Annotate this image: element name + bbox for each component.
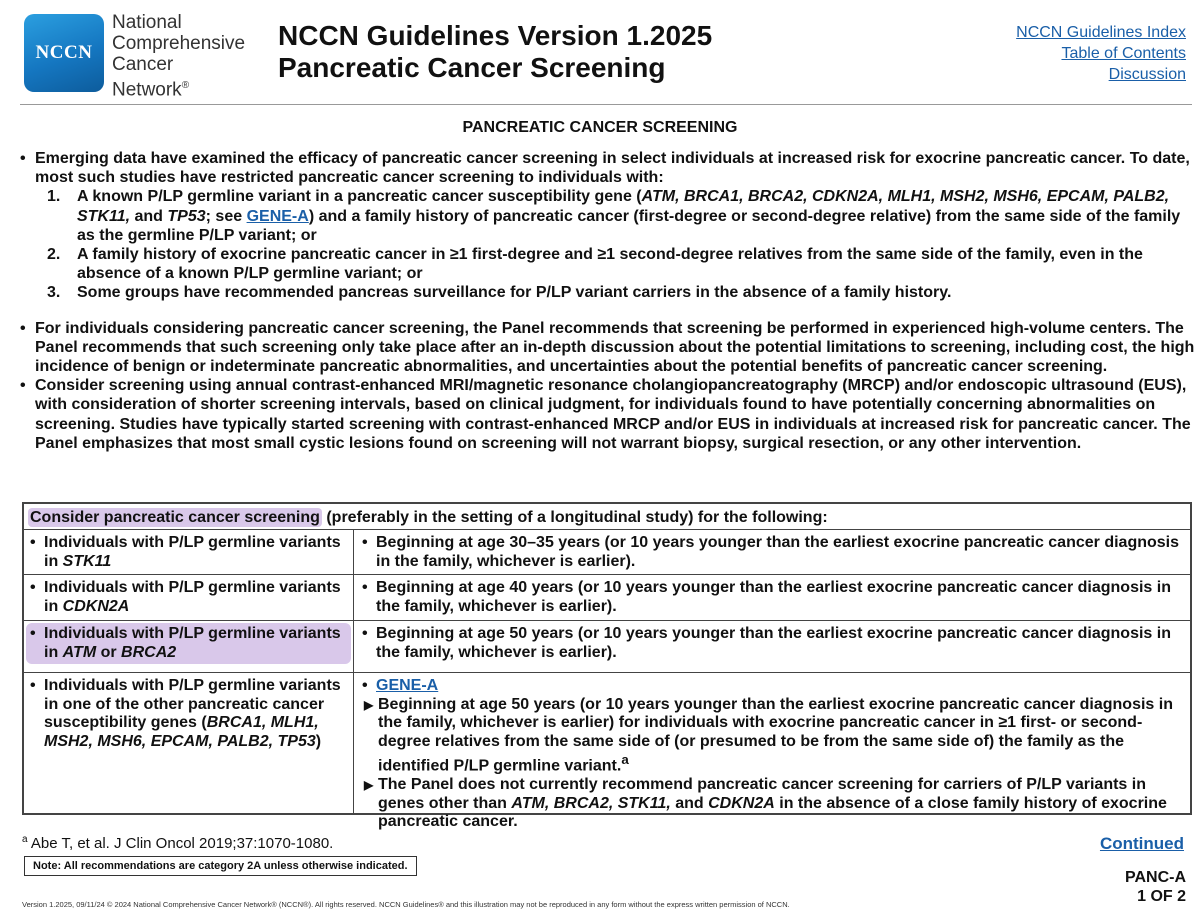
list-item: [35, 245, 1198, 283]
cell-text: Individuals with P/LP germline variants in one of the other pancreatic cancer susceptibility genes (: [44, 677, 341, 732]
bullet-text: For individuals considering pancreatic cancer screening, the Panel recommends that screening be performed in experienced high-volume centers. The Panel recommends that such screening only take place after an in-depth discussion about the potential limitations to screening, including cost, the high incidence of benign or indeterminate pancreatic abnormalities, and uncertainties about the potential benefits of pancreatic cancer screening.: [35, 319, 1195, 376]
document-title: [278, 20, 712, 84]
recommendation-cell: [354, 673, 1190, 831]
table-row: [24, 673, 1190, 831]
item-text: ) and a family history of pancreatic cancer (first-degree or second-degree relative) from the same side of the family as the germline P/LP variant; or: [77, 207, 1181, 244]
population-cell: [24, 621, 354, 672]
arrow-right-icon: ▶: [364, 697, 374, 712]
cell-text: ): [315, 732, 322, 750]
cell-text: Beginning at age 50 years (or 10 years younger than the earliest exocrine pancreatic cancer diagnosis in the family, whichever is earlier) for individuals with exocrine pancreatic cancer in ≥1 first- or second-degree relatives from the same side of (or presumed to be from the same side of) the family as the identified P/LP germline variant.: [378, 695, 1173, 775]
table-row: [24, 575, 1190, 621]
footnote-marker: a: [22, 834, 28, 845]
footnote-text: Abe T, et al. J Clin Oncol 2019;37:1070-1080.: [27, 835, 334, 852]
org-line: Network: [112, 79, 182, 101]
recommendation-cell: [354, 575, 1190, 620]
bullet-icon: •: [20, 377, 26, 395]
bullet-icon: •: [30, 579, 36, 596]
bullet-icon: •: [20, 150, 26, 167]
copyright-text: Version 1.2025, 09/11/24 © 2024 National Comprehensive Cancer Network® (NCCN®). All rights reserved. NCCN Guidelines® and this illustration may not be reproduced in any form without the express written permission of NCCN.: [22, 900, 790, 909]
gene-a-link[interactable]: GENE-A: [246, 207, 309, 225]
intro-content: [20, 149, 1198, 453]
table-of-contents-link[interactable]: Table of Contents: [1061, 45, 1186, 62]
cell-text: Individuals with P/LP germline variants in: [44, 625, 341, 661]
cell-text: The Panel does not currently recommend pancreatic cancer screening for carriers of P/LP variants in genes other than: [378, 776, 1146, 812]
gene-names: ATM, BRCA2, STK11,: [511, 794, 671, 812]
org-line: National: [112, 12, 182, 33]
sub-bullet: [362, 696, 1182, 777]
screening-table: [22, 502, 1192, 831]
header-text: (preferably in the setting of a longitudinal study) for the following:: [321, 509, 828, 526]
top-links: [1016, 22, 1186, 85]
population-cell: [24, 530, 354, 574]
item-text: A known P/LP germline variant in a pancreatic cancer susceptibility gene (: [77, 188, 642, 206]
population-cell: [24, 575, 354, 620]
cell-text: in the absence of a close family history of exocrine pancreatic cancer.: [378, 794, 1167, 831]
page-code: PANC-A: [1124, 869, 1186, 886]
intro-bullet: [20, 376, 1198, 453]
gene-name: STK11: [62, 552, 112, 570]
registered-mark: ®: [181, 80, 190, 91]
intro-bullet: [20, 319, 1198, 377]
table-header: [24, 504, 1190, 530]
continued-link[interactable]: Continued: [1099, 834, 1184, 853]
item-number: 3.: [47, 284, 61, 302]
discussion-link[interactable]: Discussion: [1108, 66, 1186, 83]
org-name: [112, 12, 245, 100]
highlighted-header: Consider pancreatic cancer screening: [30, 509, 320, 526]
intro-bullet: [20, 149, 1198, 303]
bullet-icon: •: [30, 534, 36, 551]
footnote: [22, 834, 333, 852]
list-item: [35, 187, 1198, 245]
title-topic: Pancreatic Cancer Screening: [278, 52, 666, 83]
category-note: Note: All recommendations are category 2A unless otherwise indicated.: [24, 856, 417, 876]
header-divider: [20, 104, 1192, 105]
gene-names: ATM, BRCA1, BRCA2, CDKN2A, MLH1, MSH2, MSH6, EPCAM, PALB2, STK11,: [77, 188, 1170, 225]
gene-names: BRCA1, MLH1, MSH2, MSH6, EPCAM, PALB2, TP53: [44, 714, 319, 750]
bullet-icon: •: [362, 625, 368, 642]
table-row: [24, 621, 1190, 673]
criteria-list: [35, 187, 1198, 302]
org-line: Comprehensive: [112, 33, 246, 54]
bullet-icon: •: [362, 534, 368, 551]
cell-text: and: [670, 794, 709, 812]
bullet-text: Consider screening using annual contrast-enhanced MRI/magnetic resonance cholangiopancreatography (MRCP) and/or endoscopic ultrasound (EUS), with consideration of shorter screening intervals, based on clinical judgment, for individuals found to have potentially concerning abnormalities on screening. Studies have typically started screening with contrast-enhanced MRCP and/or EUS in individuals at increased risk for pancreatic cancer. The Panel emphasizes that most small cystic lesions found on screening will not warrant biopsy, surgical resection, or any other intervention.: [35, 377, 1191, 452]
item-number: 1.: [47, 188, 61, 206]
recommendation-cell: [354, 530, 1190, 574]
gene-name: CDKN2A: [62, 597, 130, 615]
cell-text: Beginning at age 40 years (or 10 years younger than the earliest exocrine pancreatic cancer diagnosis in the family, whichever is earlier).: [376, 579, 1171, 615]
cell-text: Beginning at age 50 years (or 10 years younger than the earliest exocrine pancreatic cancer diagnosis in the family, whichever is earlier).: [376, 625, 1171, 661]
cell-text: Beginning at age 30–35 years (or 10 years younger than the earliest exocrine pancreatic cancer diagnosis in the family, whichever is earlier).: [376, 534, 1179, 570]
item-text: and: [130, 207, 168, 225]
nccn-logo: [24, 14, 104, 92]
highlighted-cell: [26, 623, 351, 664]
bullet-icon: •: [362, 579, 368, 596]
logo-text: NCCN: [35, 42, 93, 63]
cell-text: or: [96, 643, 122, 661]
org-line: Cancer: [112, 54, 174, 75]
bullet-icon: •: [30, 677, 36, 694]
cell-text: Individuals with P/LP germline variants in: [44, 579, 341, 615]
bullet-text: Emerging data have examined the efficacy of pancreatic cancer screening in select individuals at increased risk for exocrine pancreatic cancer. To date, most such studies have restricted pancreatic cancer screening to individuals with:: [35, 150, 1190, 187]
item-number: 2.: [47, 246, 61, 264]
item-text: A family history of exocrine pancreatic cancer in ≥1 first-degree and ≥1 second-degree relatives from the same side of the family, even in the absence of a known P/LP germline variant; or: [77, 246, 1143, 283]
arrow-right-icon: ▶: [364, 778, 374, 793]
bullet-icon: •: [362, 677, 368, 694]
gene-name: TP53: [167, 207, 206, 225]
section-title: PANCREATIC CANCER SCREENING: [462, 119, 738, 136]
bullet-icon: •: [20, 319, 26, 337]
guidelines-index-link[interactable]: NCCN Guidelines Index: [1016, 24, 1186, 41]
page-identifier: [1125, 868, 1186, 906]
table-row: [24, 530, 1190, 575]
title-version: NCCN Guidelines Version 1.2025: [278, 20, 713, 51]
page-number: 1 OF 2: [1137, 888, 1186, 905]
item-text: Some groups have recommended pancreas surveillance for P/LP variant carriers in the absence of a family history.: [77, 284, 952, 302]
bullet-icon: •: [30, 625, 36, 642]
list-item: [35, 283, 1198, 302]
item-text: ; see: [205, 207, 247, 225]
gene-name: ATM: [62, 643, 97, 661]
recommendation-cell: [354, 621, 1190, 672]
gene-name: BRCA2: [121, 643, 177, 661]
population-cell: [24, 673, 354, 813]
cell-text: Individuals with P/LP germline variants in: [44, 534, 341, 570]
gene-a-link[interactable]: GENE-A: [376, 677, 439, 694]
sub-bullet: [362, 776, 1182, 832]
gene-name: CDKN2A: [708, 794, 775, 812]
footnote-ref: a: [621, 752, 629, 768]
